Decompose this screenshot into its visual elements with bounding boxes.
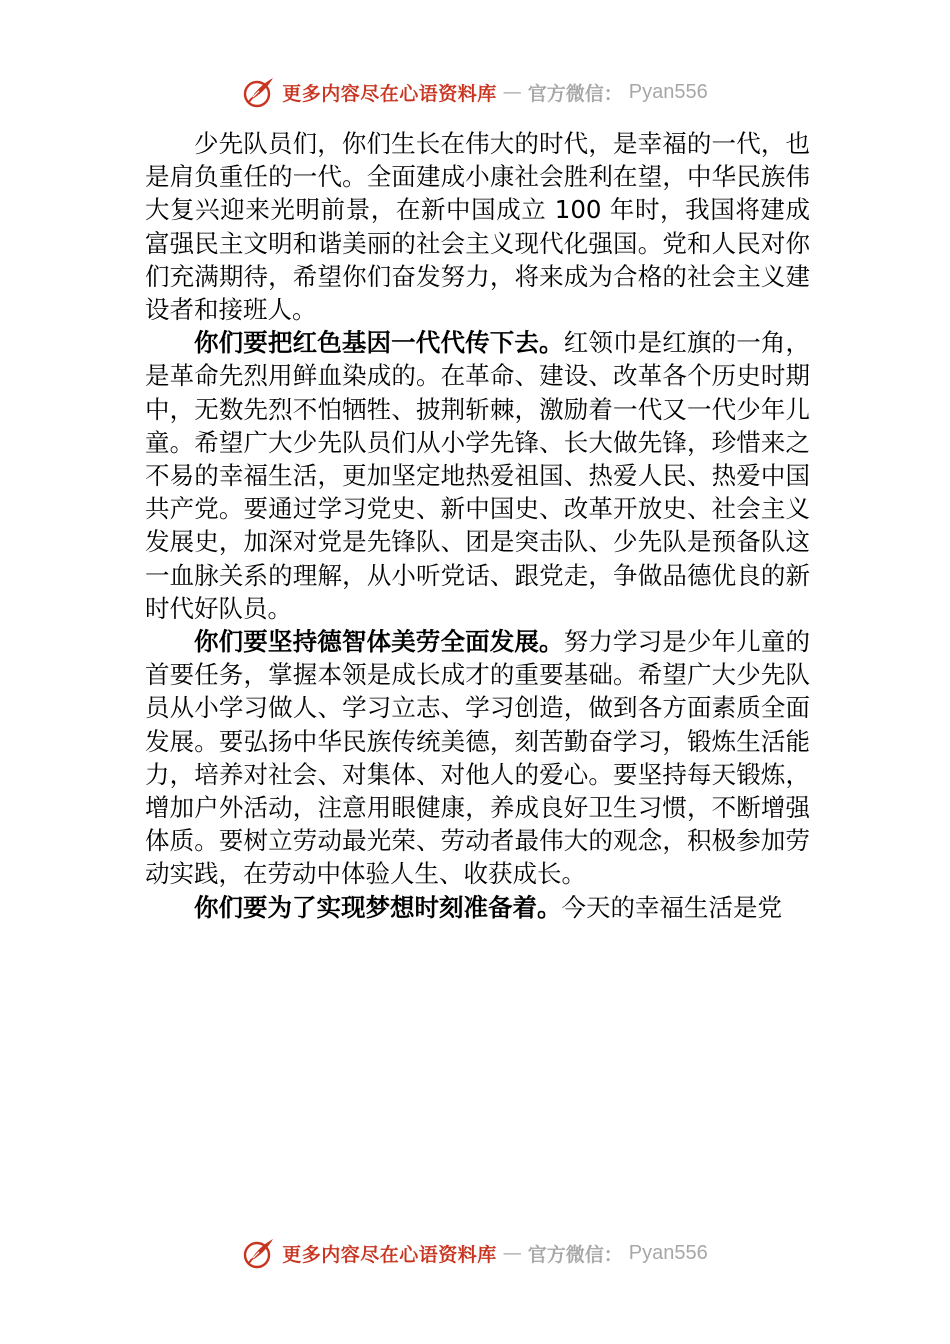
paragraph-3-lead: 你们要坚持德智体美劳全面发展。 xyxy=(194,627,564,657)
footer-wechat-id: Pyan556 xyxy=(628,1241,708,1264)
footer-separator: — xyxy=(502,1242,522,1264)
paragraph-2 xyxy=(145,326,810,625)
paragraph-1-text: 少先队员们，你们生长在伟大的时代，是幸福的一代，也是肩负重任的一代。全面建成小康社会胜利在望，中华民族伟大复兴迎来光明前景，在新中国成立 100 年时，我国将建成富强民主文明和谐美丽的社会主义现代化强国。党和人民对你们充满期待，希望你们奋发努力，将来成为合格的社会主义建设者和接班人。 xyxy=(145,129,810,325)
paragraph-4-lead: 你们要为了实现梦想时刻准备着。 xyxy=(194,892,562,922)
quill-pen-logo-icon xyxy=(242,1236,276,1270)
header-brand-text: 更多内容尽在心语资料库 xyxy=(282,82,497,105)
paragraph-3-text: 努力学习是少年儿童的首要任务，掌握本领是成长成才的重要基础。希望广大少先队员从小学习做人、学习立志、学习创造，做到各方面素质全面发展。要弘扬中华民族传统美德，刻苦勤奋学习，锻炼生活能力，培养对社会、对集体、对他人的爱心。要坚持每天锻炼，增加户外活动，注意用眼健康，养成良好卫生习惯，不断增强体质。要树立劳动最光荣、劳动者最伟大的观念，积极参加劳动实践，在劳动中体验人生、收获成长。 xyxy=(145,627,810,889)
footer-brand-text: 更多内容尽在心语资料库 xyxy=(282,1243,497,1266)
header-separator: — xyxy=(502,81,522,103)
document-body xyxy=(145,127,810,924)
quill-pen-logo-icon xyxy=(242,75,276,109)
header-wechat-id: Pyan556 xyxy=(628,80,708,103)
paragraph-1 xyxy=(145,127,810,326)
header-wechat-label: 官方微信： xyxy=(527,82,623,105)
footer-watermark xyxy=(0,1233,950,1273)
paragraph-3 xyxy=(145,625,810,891)
footer-wechat-label: 官方微信： xyxy=(527,1243,623,1266)
paragraph-2-lead: 你们要把红色基因一代代传下去。 xyxy=(194,328,564,358)
paragraph-2-text: 红领巾是红旗的一角，是革命先烈用鲜血染成的。在革命、建设、改革各个历史时期中，无数先烈不怕牺牲、披荆斩棘，激励着一代又一代少年儿童。希望广大少先队员们从小学先锋、长大做先锋，珍惜来之不易的幸福生活，更加坚定地热爱祖国、热爱人民、热爱中国共产党。要通过学习党史、新中国史、改革开放史、社会主义发展史，加深对党是先锋队、团是突击队、少先队是预备队这一血脉关系的理解，从小听党话、跟党走，争做品德优良的新时代好队员。 xyxy=(145,328,810,623)
paragraph-4-text: 今天的幸福生活是党 xyxy=(561,892,782,922)
paragraph-4 xyxy=(145,891,810,924)
header-watermark xyxy=(0,72,950,112)
